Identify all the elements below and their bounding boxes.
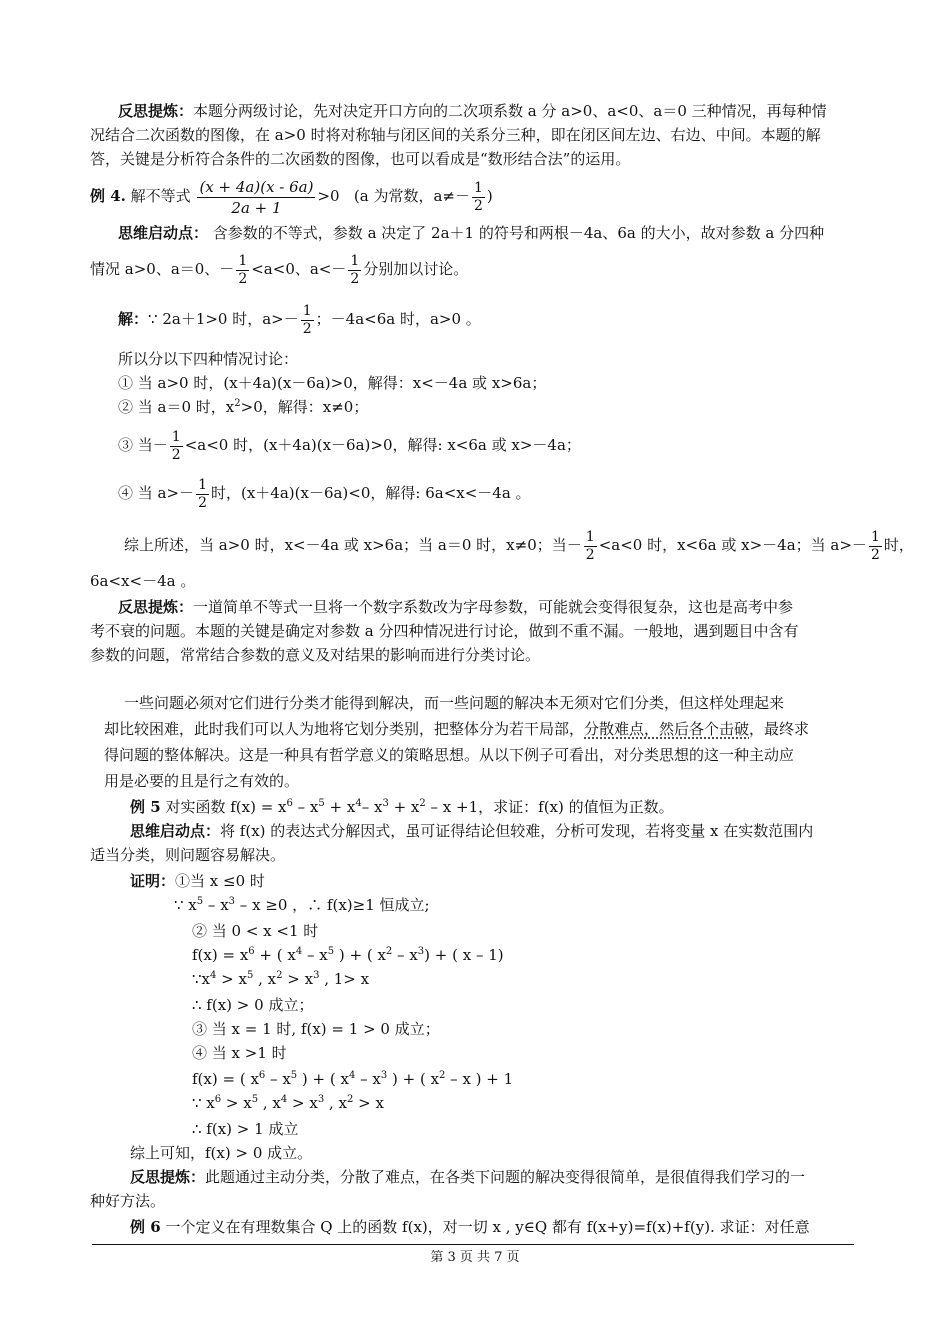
exponent: 5 — [246, 970, 254, 981]
exponent: 4 — [295, 946, 303, 957]
text: <a<0 时，x<6a 或 x>－4a；当 a>－ — [598, 536, 867, 554]
text: ) + ( x — [297, 1070, 349, 1088]
reflection-1-line-3: 答，关键是分析符合条件的二次函数的图像，也可以看成是“数形结合法”的运用。 — [90, 150, 631, 168]
case-1: ① 当 a>0 时，(x＋4a)(x－6a)>0，解得：x<－4a 或 x>6a； — [118, 374, 547, 392]
intro-line-3: 得问题的整体解决。这是一种具有哲学意义的策略思想。从以下例子可看出，对分类思想的这一种主动应 — [104, 746, 795, 764]
text: – x ) + 1 — [445, 1070, 514, 1088]
text: ∵ x — [174, 896, 197, 914]
proof-case-1 — [130, 870, 265, 892]
text: 一道简单不等式一旦将一个数字系数改为字母参数，可能就会变得很复杂，这也是高考中参 — [193, 598, 794, 616]
fraction-numerator: 1 — [198, 476, 207, 493]
text: ；－4a<6a 时，a>0 。 — [315, 310, 481, 328]
fraction-half — [196, 477, 209, 512]
exponent: 5 — [251, 1094, 259, 1105]
reflection-2-line-2: 考不衰的问题。本题的关键是确定对参数 a 分四种情况进行讨论，做到不重不漏。一般地，遇到题目中含有 — [90, 622, 799, 640]
text: 本题分两级讨论，先对决定开口方向的二次项系数 a 分 a>0、a<0、a＝0 三种情况，再每种情 — [193, 102, 827, 120]
fraction-denominator: 2a + 1 — [231, 198, 282, 217]
exponent: 2 — [276, 970, 283, 981]
proof-case-4-result: ∴ f(x) > 1 成立 — [192, 1120, 299, 1138]
exponent: 4 — [348, 1070, 356, 1081]
solution-label: 解： — [118, 310, 149, 328]
exponent: 3 — [380, 1070, 388, 1081]
text: + ( x — [254, 946, 296, 964]
text: 含参数的不等式，参数 a 决定了 2a＋1 的符号和两根－4a、6a 的大小，故对参数 a 分四种 — [212, 224, 825, 242]
text: 时， — [883, 536, 914, 554]
exponent: 6 — [214, 1094, 222, 1105]
fraction-denominator: 2 — [198, 494, 207, 511]
proof-conclusion: 综上可知，f(x) > 0 成立。 — [130, 1144, 313, 1162]
text: 时，(x＋4a)(x－6a)<0，解得: 6a<x<－4a 。 — [210, 484, 531, 502]
case-3 — [118, 424, 581, 466]
text: + x — [388, 798, 420, 816]
proof-label: 证明： — [130, 872, 176, 890]
text: ) + ( x – 1) — [424, 946, 504, 964]
exponent: 5 — [318, 798, 325, 809]
fraction-half — [236, 253, 249, 288]
text: >0，解得：x≠0； — [240, 398, 369, 416]
footer-divider — [92, 1244, 854, 1245]
text: ∵ x — [192, 1094, 215, 1112]
fraction-denominator: 2 — [870, 546, 880, 563]
proof-case-2-reason — [192, 968, 369, 990]
exponent: 3 — [313, 970, 320, 981]
proof-case-2-expansion — [192, 944, 504, 966]
example-6-statement — [130, 1216, 810, 1238]
exponent: 5 — [290, 1070, 298, 1081]
text: > x — [216, 970, 247, 988]
exponent: 6 — [258, 1070, 266, 1081]
exponent: 3 — [417, 946, 425, 957]
text: ①当 x ≤0 时 — [175, 872, 265, 890]
exponent: 2 — [234, 398, 241, 409]
exponent: 3 — [228, 896, 236, 907]
think-4-line-2 — [90, 248, 468, 290]
think-label: 思维启动点： — [118, 224, 209, 242]
fraction-numerator: 1 — [585, 528, 595, 545]
fraction-half — [869, 529, 882, 564]
reflection-label: 反思提炼： — [130, 1168, 206, 1186]
text: > x — [221, 1094, 252, 1112]
text: ∵x — [192, 970, 211, 988]
exponent: 4 — [355, 798, 362, 809]
reflection-3-line-1 — [130, 1166, 805, 1188]
text: ④ 当 a>－ — [118, 484, 195, 502]
text: – x — [392, 946, 418, 964]
text: ，最终求 — [749, 720, 810, 738]
example-4-statement — [90, 172, 493, 220]
text: 将 f(x) 的表达式分解因式，虽可证得结论但较难，分析可发现，若将变量 x 在实数范围内 — [220, 822, 814, 840]
exponent: 2 — [419, 798, 426, 809]
text: 解不等式 — [130, 187, 191, 205]
fraction-denominator: 2 — [238, 270, 248, 287]
fraction-half — [170, 429, 183, 464]
text: 情况 a>0、a＝0、－ — [90, 260, 235, 278]
text: – x — [302, 946, 328, 964]
fraction-half — [301, 303, 314, 338]
exponent: 5 — [327, 946, 335, 957]
fraction-numerator: (x + 4a)(x - 6a) — [199, 177, 314, 196]
text: + x — [324, 798, 356, 816]
reflection-label: 反思提炼： — [118, 102, 194, 120]
fraction-half — [472, 180, 485, 215]
proof-case-2-result: ∴ f(x) > 0 成立； — [192, 996, 314, 1014]
text: , x — [253, 970, 277, 988]
text: >0 — [317, 187, 340, 205]
case-2 — [118, 396, 368, 418]
exponent: 6 — [248, 946, 255, 957]
proof-case-3: ③ 当 x = 1 时, f(x) = 1 > 0 成立； — [192, 1020, 440, 1038]
solution-4-intro: 所以分以下四种情况讨论： — [118, 350, 299, 368]
text: – x +1，求证：f(x) 的值恒为正数。 — [425, 798, 674, 816]
exponent: 2 — [346, 1094, 354, 1105]
exponent: 6 — [286, 798, 293, 809]
think-5-line-2: 适当分类，则问题容易解决。 — [90, 846, 286, 864]
text: – x — [265, 1070, 291, 1088]
inequality-fraction — [197, 177, 315, 218]
emphasis-text: 分散难点，然后各个击破 — [584, 720, 750, 738]
exponent: 3 — [382, 798, 389, 809]
think-5-line-1 — [130, 820, 813, 842]
text: 对实函数 f(x) = x — [160, 798, 287, 816]
intro-line-4: 用是必要的且是行之有效的。 — [104, 772, 300, 790]
text: f(x) = ( x — [192, 1070, 259, 1088]
fraction-denominator: 2 — [474, 197, 483, 214]
text: – x — [355, 1070, 381, 1088]
text: 分别加以讨论。 — [363, 260, 469, 278]
text: <a<0、a<－ — [251, 260, 347, 278]
proof-case-1-reason — [174, 894, 430, 916]
fraction-denominator: 2 — [350, 270, 360, 287]
think-4-line-1 — [118, 222, 824, 244]
text: , x — [324, 1094, 347, 1112]
text: ) — [486, 187, 493, 205]
text: ) + ( x — [387, 1070, 440, 1088]
text: ∵ 2a＋1>0 时，a>－ — [148, 310, 299, 328]
fraction-half — [348, 253, 361, 288]
fraction-numerator: 1 — [171, 428, 181, 445]
fraction-numerator: 1 — [238, 252, 248, 269]
reflection-2-line-1 — [118, 596, 793, 618]
example-5-statement — [130, 796, 674, 818]
proof-case-4-reason — [192, 1092, 384, 1114]
exponent: 5 — [196, 896, 204, 907]
intro-line-1: 一些问题必须对它们进行分类才能得到解决，而一些问题的解决本无须对它们分类，但这样处理起来 — [124, 694, 785, 712]
exponent: 4 — [210, 970, 217, 981]
text: <a<0 时，(x＋4a)(x－6a)>0，解得: x<6a 或 x>－4a； — [184, 436, 581, 454]
text: , x — [258, 1094, 281, 1112]
think-label: 思维启动点： — [130, 822, 221, 840]
solution-4-line-1 — [118, 298, 481, 340]
intro-line-2 — [104, 718, 809, 740]
case-4 — [118, 472, 531, 514]
text: – x — [292, 798, 319, 816]
summary-4-line-1 — [124, 524, 914, 566]
text: ② 当 a＝0 时，x — [118, 398, 235, 416]
text: – x ≥0 ，∴ f(x)≥1 恒成立; — [235, 896, 430, 914]
fraction-denominator: 2 — [585, 546, 595, 563]
proof-case-4: ④ 当 x >1 时 — [192, 1044, 287, 1062]
fraction-denominator: 2 — [171, 446, 181, 463]
fraction-denominator: 2 — [302, 320, 312, 337]
text: 却比较困难，此时我们可以人为地将它划分类别，把整体分为若干局部， — [104, 720, 585, 738]
exponent: 3 — [317, 1094, 325, 1105]
reflection-label: 反思提炼： — [118, 598, 194, 616]
text: 此题通过主动分类，分散了难点，在各类下问题的解决变得很简单，是很值得我们学习的一 — [205, 1168, 806, 1186]
text: , 1> x — [319, 970, 370, 988]
text: 一个定义在有理数集合 Q 上的函数 f(x)，对一切 x , y∈Q 都有 f(x+y)=f(x)+f(y). 求证：对任意 — [160, 1218, 810, 1236]
exponent: 2 — [439, 1070, 446, 1081]
reflection-1-line-2: 况结合二次函数的图像，在 a>0 时将对称轴与闭区间的关系分三种，即在闭区间左边、右边、中间。本题的解 — [90, 126, 821, 144]
text: ) + ( x — [334, 946, 386, 964]
text: f(x) = x — [192, 946, 249, 964]
page-number: 第 3 页 共 7 页 — [430, 1250, 520, 1265]
fraction-numerator: 1 — [350, 252, 360, 269]
fraction-numerator: 1 — [870, 528, 880, 545]
fraction-numerator: 1 — [474, 179, 483, 196]
exponent: 4 — [280, 1094, 288, 1105]
text: > x — [287, 1094, 318, 1112]
reflection-3-line-2: 种好方法。 — [90, 1192, 166, 1210]
reflection-1-line-1 — [118, 100, 827, 122]
fraction-numerator: 1 — [302, 302, 312, 319]
proof-case-2: ② 当 0 < x <1 时 — [192, 922, 319, 940]
fraction-half — [584, 529, 597, 564]
example-5-label: 例 5 — [130, 798, 161, 816]
summary-4-line-2: 6a<x<－4a 。 — [90, 572, 196, 590]
text: 综上所述，当 a>0 时，x<－4a 或 x>6a；当 a＝0 时，x≠0；当－ — [124, 536, 582, 554]
reflection-2-line-3: 参数的问题，常常结合参数的意义及对结果的影响而进行分类讨论。 — [90, 646, 541, 664]
example-6-label: 例 6 — [130, 1218, 161, 1236]
text: (a 为常数，a≠－ — [353, 187, 470, 205]
text: – x — [203, 896, 229, 914]
text: – x — [361, 798, 383, 816]
text: > x — [282, 970, 314, 988]
exponent: 2 — [385, 946, 393, 957]
text: > x — [353, 1094, 384, 1112]
example-4-label: 例 4. — [90, 187, 126, 205]
proof-case-4-expansion — [192, 1068, 513, 1090]
text: ③ 当－ — [118, 436, 168, 454]
